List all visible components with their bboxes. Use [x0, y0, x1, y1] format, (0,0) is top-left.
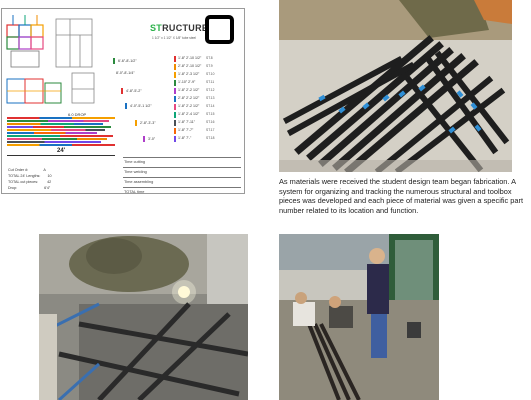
cut-sheet [1, 8, 245, 194]
welding-photo [39, 234, 248, 400]
stock-strip [7, 132, 97, 134]
sheet-title: STRUCTURE [150, 23, 209, 33]
row-color-tick [174, 64, 176, 70]
group-label: 6'-6"-8'-1/2" [118, 59, 137, 63]
row-label: 1'-8" 2'-4 1/2" [178, 112, 200, 116]
row-id: ST.8 [206, 56, 213, 60]
row-color-tick [174, 104, 176, 110]
row-color-tick [174, 56, 176, 62]
bracket-diagram [68, 69, 102, 109]
group-tick [121, 88, 123, 94]
group-label: 8'-0"-8'-1/4" [116, 71, 135, 75]
row-color-tick [174, 72, 176, 78]
row-id: ST.15 [206, 112, 215, 116]
row-id: ST.14 [206, 104, 215, 108]
group-tick [125, 103, 127, 109]
row-color-tick [174, 128, 176, 134]
time-line [123, 187, 241, 188]
summary-row: Drop: 6'4" [8, 186, 51, 190]
row-id: ST.9 [206, 64, 213, 68]
time-line [123, 177, 241, 178]
time-label: Time welding [124, 169, 147, 174]
summary-row: TOTAL cut pieces: 42 [8, 180, 52, 184]
row-id: ST.10 [206, 72, 215, 76]
row-label: 1'-8" 2'-2 1/2" [178, 88, 200, 92]
section-diagram [54, 15, 96, 71]
row-color-tick [174, 96, 176, 102]
drop-label: 6.0 DROP [68, 112, 87, 117]
time-label: Time assembling [124, 179, 154, 184]
time-line [123, 167, 241, 168]
group-tick [135, 120, 137, 126]
stock-strip [7, 126, 111, 128]
row-color-tick [174, 136, 176, 142]
group-label: 4'-8"-5'-2" [126, 89, 142, 93]
row-color-tick [174, 80, 176, 86]
row-id: ST.17 [206, 128, 215, 132]
row-label: 1'-8" 7'-" [178, 136, 192, 140]
row-label: 1'-8" 2'-10 1/2" [178, 56, 202, 60]
photo-caption: As materials were received the student design team began fabrication. A system for organizing and tracking the numerous structural and toolbox pieces was developed and each piece of material was given a specific part number related to its location and function. [279, 177, 524, 215]
row-id: ST.11 [206, 80, 215, 84]
row-id: ST.18 [206, 136, 215, 140]
row-label: 2'-8" 2'-10 1/2" [178, 64, 202, 68]
row-id: ST.12 [206, 88, 215, 92]
stock-strip [7, 144, 115, 146]
row-color-tick [174, 88, 176, 94]
stock-strip [7, 138, 107, 140]
row-color-tick [174, 112, 176, 118]
group-tick [143, 136, 145, 142]
dimension-label: 24' [57, 148, 66, 154]
stock-strip [7, 120, 109, 122]
tube-steel-pile-photo [279, 0, 512, 172]
row-color-tick [174, 120, 176, 126]
workers-photo [279, 234, 439, 400]
row-label: 1'-8" 2'-2 1/2" [178, 104, 200, 108]
frame-diagram [5, 13, 51, 73]
row-label: 1'-8" 2'-3 1/2" [178, 72, 200, 76]
group-label: 2'-8"-3'-3" [140, 121, 156, 125]
time-label: Time cutting [124, 159, 146, 164]
time-label: TOTAL time [124, 189, 145, 194]
group-label: 4'-0"-5'-1 1/2" [130, 104, 152, 108]
row-id: ST.13 [206, 96, 215, 100]
row-id: ST.16 [206, 120, 215, 124]
summary-row: Cut Order #: A [8, 168, 46, 172]
time-line [123, 157, 241, 158]
group-label: 3'-0" [148, 137, 156, 141]
stock-strip [7, 117, 115, 119]
sheet-subtitle: 1 1/2" x 1 1/2" X 1/8" tube steel [152, 36, 196, 40]
stock-strip [7, 141, 101, 143]
row-label: 1'-8" 7'-7" [178, 128, 194, 132]
stock-strip [7, 123, 103, 125]
tube-section-icon [205, 15, 234, 44]
summary-row: TOTAL 24' Lengths: 10 [8, 174, 52, 178]
dimension-line [7, 155, 115, 156]
stock-strip [7, 129, 105, 131]
group-tick [113, 58, 115, 64]
stock-strip [7, 135, 113, 137]
row-label: 2'-8" 2'-2 1/2" [178, 96, 200, 100]
row-label: 1'-8" 7'-11" [178, 120, 196, 124]
frame-diagram-lower [5, 75, 65, 109]
row-label: 1'-10" 2'-9" [178, 80, 196, 84]
